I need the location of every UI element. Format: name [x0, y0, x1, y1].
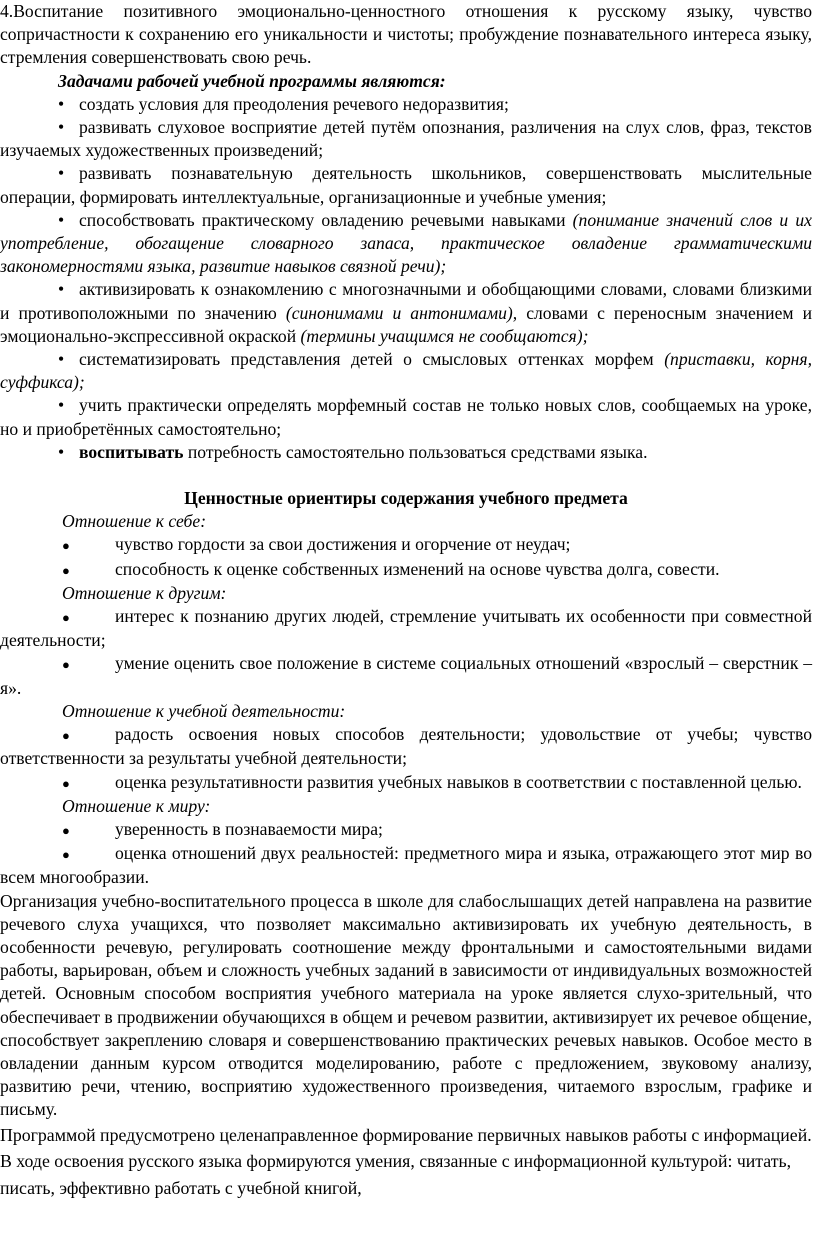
value-item-text: интерес к познанию других людей, стремление учитывать их особенности при совместной деятельности; — [0, 606, 812, 651]
value-item-text: уверенность в познаваемости мира; — [115, 818, 383, 839]
task-note: (понимание значений слов и их употребление, обогащение словарного запаса, практическое овладение грамматическими закономерностями языка, развитие навыков связной речи); — [0, 209, 812, 277]
value-item-text: чувство гордости за свои достижения и огорчение от неудач; — [115, 534, 571, 555]
values-heading: Ценностные ориентиры содержания учебного предмета — [184, 488, 628, 509]
task-note: (приставки, корня, суффикса); — [0, 349, 812, 393]
task-text: учить практически определять морфемный состав не только новых слов, сообщаемых на уроке, но и приобретённых самостоятельно; — [0, 395, 812, 439]
bullet-icon: • — [58, 395, 65, 416]
paragraph-goal-4: 4.Воспитание позитивного эмоционально-ценностного отношения к русскому языку, чувство сопричастности к сохранению его уникальности и чистоты; пробуждение познавательного интереса языку, стремления совершенствовать свою речь. — [0, 1, 812, 68]
value-item — [0, 771, 812, 795]
task-item — [0, 441, 812, 464]
value-item-text: радость освоения новых способов деятельности; удовольствие от учебы; чувство ответственности за результаты учебной деятельности; — [0, 724, 812, 769]
value-item — [0, 818, 812, 842]
values-groups — [0, 510, 812, 889]
task-item — [0, 278, 812, 348]
task-item — [0, 209, 812, 279]
value-item — [0, 533, 812, 557]
task-item — [0, 93, 812, 116]
task-item — [0, 116, 812, 162]
task-item — [0, 394, 812, 440]
task-text: потребность самостоятельно пользоваться средствами языка. — [183, 441, 648, 462]
bullet-icon: • — [58, 117, 65, 138]
task-emphasis: воспитывать — [79, 441, 184, 462]
bullet-icon: ● — [62, 610, 70, 626]
final-paragraph: Программой предусмотрено целенаправленное формирование первичных навыков работы с информацией. В ходе освоения русского языка формируются умения, связанные с информационной культурой: читать, писать, эффективно работать с учебной книгой, — [0, 1124, 812, 1198]
value-item — [0, 558, 812, 582]
task-note: (термины учащимся не сообщаются); — [300, 325, 589, 346]
value-item-text: способность к оценке собственных изменений на основе чувства долга, совести. — [115, 558, 720, 579]
task-text: систематизировать представления детей о смысловых оттенках морфем — [79, 349, 665, 370]
group-title: Отношение к себе: — [62, 511, 207, 532]
bullet-icon: • — [58, 349, 65, 370]
group-title: Отношение к другим: — [62, 582, 227, 603]
task-item — [0, 162, 812, 208]
task-text: способствовать практическому овладению речевыми навыками — [79, 209, 573, 230]
value-item-text: оценка результативности развития учебных навыков в соответствии с поставленной целью. — [115, 771, 802, 792]
bullet-icon: • — [58, 163, 65, 184]
bullet-icon: • — [58, 93, 65, 114]
task-text: словами с переносным значением и эмоционально-экспрессивной окраской — [0, 302, 812, 346]
group-title: Отношение к миру: — [62, 795, 211, 816]
task-note: (синонимами и антонимами), — [285, 302, 518, 323]
value-item — [0, 652, 812, 699]
value-item — [0, 842, 812, 889]
task-text: активизировать к ознакомлению с многозначными и обобщающими словами, словами близкими и противоположными по значению — [0, 279, 812, 323]
bullet-icon: • — [58, 209, 65, 230]
tasks-list — [0, 93, 812, 464]
bullet-icon: ● — [62, 657, 70, 673]
tasks-heading: Задачами рабочей учебной программы являются: — [58, 70, 446, 91]
bullet-icon: ● — [62, 562, 70, 578]
task-text: развивать познавательную деятельность школьников, совершенствовать мыслительные операции, формировать интеллектуальные, организационные и учебные умения; — [0, 163, 812, 207]
bullet-icon: ● — [62, 538, 70, 554]
bullet-icon: • — [58, 279, 65, 300]
value-item — [0, 605, 812, 652]
bullet-icon: • — [58, 441, 65, 462]
bullet-icon: ● — [62, 728, 70, 744]
group-title: Отношение к учебной деятельности: — [62, 700, 346, 721]
value-item-text: умение оценить свое положение в системе социальных отношений «взрослый – сверстник – я». — [0, 653, 812, 698]
task-item — [0, 348, 812, 394]
value-item — [0, 723, 812, 770]
bullet-icon: ● — [62, 775, 70, 791]
value-item-text: оценка отношений двух реальностей: предметного мира и языка, отражающего этот мир во всем многообразии. — [0, 843, 812, 888]
task-text: создать условия для преодоления речевого недоразвития; — [79, 93, 509, 114]
bullet-icon: ● — [62, 822, 70, 838]
task-text: развивать слуховое восприятие детей путём опознания, различения на слух слов, фраз, текстов изучаемых художественных произведений; — [0, 117, 812, 161]
bullet-icon: ● — [62, 847, 70, 863]
organization-paragraph: Организация учебно-воспитательного процесса в школе для слабослышащих детей направлена на развитие речевого слуха учащихся, что позволяет максимально активизировать их учебную деятельность, в особенности речевую, регулировать соотношение между фронтальными и самостоятельными видами работы, варьирован, объем и сложность учебных заданий в зависимости от индивидуальных возможностей детей. Основным способом восприятия учебного материала на уроке является слухо-зрительный, что обеспечивает в продвижении обучающихся в общем и речевом развитии, активизирует их речевое общение, способствует закреплению словаря и совершенствованию практических речевых навыков. Особое место в овладении данным курсом отводится моделированию, работе с предложением, звуковому анализу, развитию речи, чтению, восприятию художественного произведения, читаемого взрослым, графике и письму. — [0, 890, 812, 1120]
